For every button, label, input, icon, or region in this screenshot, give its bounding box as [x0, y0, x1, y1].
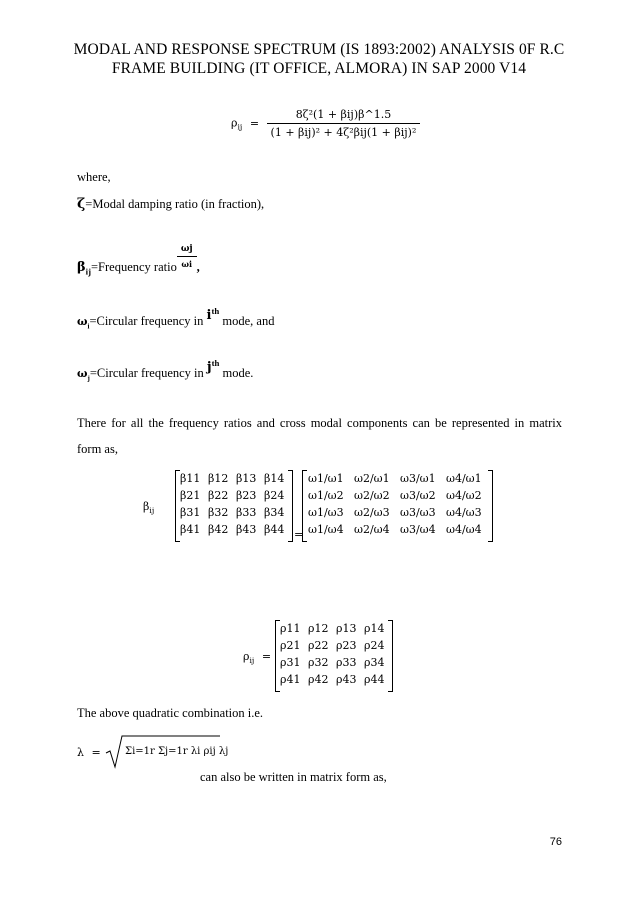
omega-j-mode-symbol: j: [206, 360, 212, 376]
rho-matrix-lhs: [243, 650, 271, 665]
omega-ratio-cell-1-1: ω1/ω1: [308, 472, 344, 485]
rho-matrix-cell-2-3: ρ23: [336, 639, 357, 652]
lambda-body: Σi=1r Σj=1r λi ρij λj: [125, 746, 229, 757]
beta-frac-num: ωj: [177, 244, 197, 257]
beta-matrix-cell-2-1: β21: [180, 489, 201, 502]
quadratic-text: The above quadratic combination i.e.: [77, 706, 264, 720]
rho-matrix-lhs-symbol: ρ: [243, 650, 250, 663]
beta-matrix-cell-3-1: β31: [180, 506, 201, 519]
rho-matrix-cell-3-2: ρ32: [308, 656, 329, 669]
omega-j-tail: mode.: [219, 366, 254, 381]
beta-matrix-right-bracket: [288, 470, 293, 542]
omega-i-tail: mode, and: [219, 314, 275, 329]
page-number: 76: [549, 836, 562, 848]
beta-matrix-lhs-sub: ij: [149, 506, 155, 516]
omega-i-sub: i: [87, 322, 90, 331]
zeta-text: =Modal damping ratio (in fraction),: [85, 197, 265, 211]
omega-ratio-cell-4-3: ω3/ω4: [400, 523, 436, 536]
beta-text: =Frequency ratio: [91, 260, 177, 274]
beta-matrix-cell-4-1: β41: [180, 523, 201, 536]
rho-matrix-equals: =: [261, 650, 272, 663]
rho-matrix-cell-1-1: ρ11: [280, 622, 301, 635]
lambda-lhs: λ: [77, 746, 84, 759]
beta-definition: [77, 244, 200, 277]
zeta-symbol: ζ: [77, 196, 86, 212]
rho-matrix-cell-1-4: ρ14: [364, 622, 385, 635]
rho-matrix-cell-3-1: ρ31: [280, 656, 301, 669]
beta-matrix-cell-2-3: β23: [236, 489, 257, 502]
rho-eq-lhs-sub: ij: [237, 122, 243, 132]
rho-matrix-lhs-sub: ij: [249, 656, 255, 666]
rho-matrix-cell-2-1: ρ21: [280, 639, 301, 652]
lambda-equation: [77, 746, 105, 759]
running-header: [40, 40, 598, 78]
omega-ratio-cell-1-4: ω4/ω1: [446, 472, 482, 485]
matrix-paragraph-line-1: There for all the frequency ratios and cross modal components can be represented in matrix: [77, 416, 562, 430]
beta-frequency-fraction: [177, 244, 197, 269]
omega-ratio-cell-2-2: ω2/ω2: [354, 489, 390, 502]
rho-matrix-cell-1-2: ρ12: [308, 622, 329, 635]
rho-eq-numerator: 8ζ²(1 + βij)β^1.5: [267, 108, 421, 124]
header-line-1: MODAL AND RESPONSE SPECTRUM (IS 1893:2002) ANALYSIS 0F R.C: [73, 41, 565, 58]
lambda-equals: =: [91, 746, 101, 759]
beta-frac-den: ωi: [181, 259, 193, 269]
omega-j-text: =Circular frequency in: [89, 366, 207, 381]
beta-matrix-cell-2-2: β22: [208, 489, 229, 502]
rho-equation: [231, 108, 420, 139]
beta-sub: ij: [85, 266, 91, 277]
omega-ratio-cell-3-4: ω4/ω3: [446, 506, 482, 519]
beta-symbol: β: [77, 260, 86, 275]
omega-ratio-cell-4-2: ω2/ω4: [354, 523, 390, 536]
beta-matrix-lhs: [143, 500, 154, 515]
rho-eq-lhs: ρ: [231, 116, 238, 130]
omega-j-sub: j: [87, 374, 90, 383]
rho-matrix-cell-2-2: ρ22: [308, 639, 329, 652]
beta-matrix-cell-1-4: β14: [264, 472, 285, 485]
omega-matrix-left-bracket: [302, 470, 307, 542]
zeta-definition: [77, 196, 264, 212]
omega-ratio-cell-2-3: ω3/ω2: [400, 489, 436, 502]
beta-matrix-cell-3-2: β32: [208, 506, 229, 519]
omega-ratio-cell-3-2: ω2/ω3: [354, 506, 390, 519]
rho-matrix-cell-4-2: ρ42: [308, 673, 329, 686]
beta-matrix-cell-4-4: β44: [264, 523, 285, 536]
omega-i-definition: [77, 306, 275, 331]
omega-i-text: =Circular frequency in: [89, 314, 207, 329]
beta-matrix-cell-1-3: β13: [236, 472, 257, 485]
rho-matrix-cell-1-3: ρ13: [336, 622, 357, 635]
rho-eq-equals: =: [249, 116, 260, 130]
header-line-2: FRAME BUILDING (IT OFFICE, ALMORA) IN SAP 2000 V14: [111, 60, 527, 77]
omega-ratio-cell-3-1: ω1/ω3: [308, 506, 344, 519]
omega-ratio-cell-1-3: ω3/ω1: [400, 472, 436, 485]
omega-j-symbol: ω: [77, 367, 88, 381]
rho-matrix-cell-3-4: ρ34: [364, 656, 385, 669]
omega-i-mode-symbol: i: [206, 308, 212, 324]
omega-ratio-cell-4-1: ω1/ω4: [308, 523, 344, 536]
rho-matrix-cell-2-4: ρ24: [364, 639, 385, 652]
omega-j-mode-sup: th: [211, 358, 220, 368]
beta-matrix-cell-2-4: β24: [264, 489, 285, 502]
omega-ratio-cell-2-4: ω4/ω2: [446, 489, 482, 502]
omega-ratio-cell-2-1: ω1/ω2: [308, 489, 344, 502]
omega-ratio-cell-3-3: ω3/ω3: [400, 506, 436, 519]
rho-matrix-cell-4-4: ρ44: [364, 673, 385, 686]
rho-matrix-right-bracket: [388, 620, 393, 692]
beta-tail: ,: [196, 260, 200, 274]
beta-matrix-cell-1-1: β11: [180, 472, 201, 485]
omega-ratio-cell-4-4: ω4/ω4: [446, 523, 482, 536]
omega-j-definition: [77, 358, 254, 383]
rho-matrix-cell-4-1: ρ41: [280, 673, 301, 686]
beta-matrix-cell-1-2: β12: [208, 472, 229, 485]
rho-eq-fraction: [267, 108, 421, 139]
beta-matrix-equals: =: [294, 528, 304, 541]
rho-matrix-cell-3-3: ρ33: [336, 656, 357, 669]
beta-matrix-cell-3-3: β33: [236, 506, 257, 519]
rho-eq-denominator: (1 + βij)² + 4ζ²βij(1 + βij)²: [270, 126, 417, 139]
matrix-form-text: can also be written in matrix form as,: [200, 770, 387, 784]
matrix-paragraph-line-2: form as,: [77, 442, 118, 456]
omega-ratio-cell-1-2: ω2/ω1: [354, 472, 390, 485]
omega-i-symbol: ω: [77, 315, 88, 329]
beta-matrix-cell-4-2: β42: [208, 523, 229, 536]
rho-matrix-cell-4-3: ρ43: [336, 673, 357, 686]
beta-matrix-lhs-symbol: β: [143, 500, 150, 513]
beta-matrix-cell-3-4: β34: [264, 506, 285, 519]
omega-i-mode-sup: th: [211, 306, 220, 316]
where-label: where,: [77, 170, 111, 184]
omega-matrix-right-bracket: [488, 470, 493, 542]
beta-matrix-cell-4-3: β43: [236, 523, 257, 536]
